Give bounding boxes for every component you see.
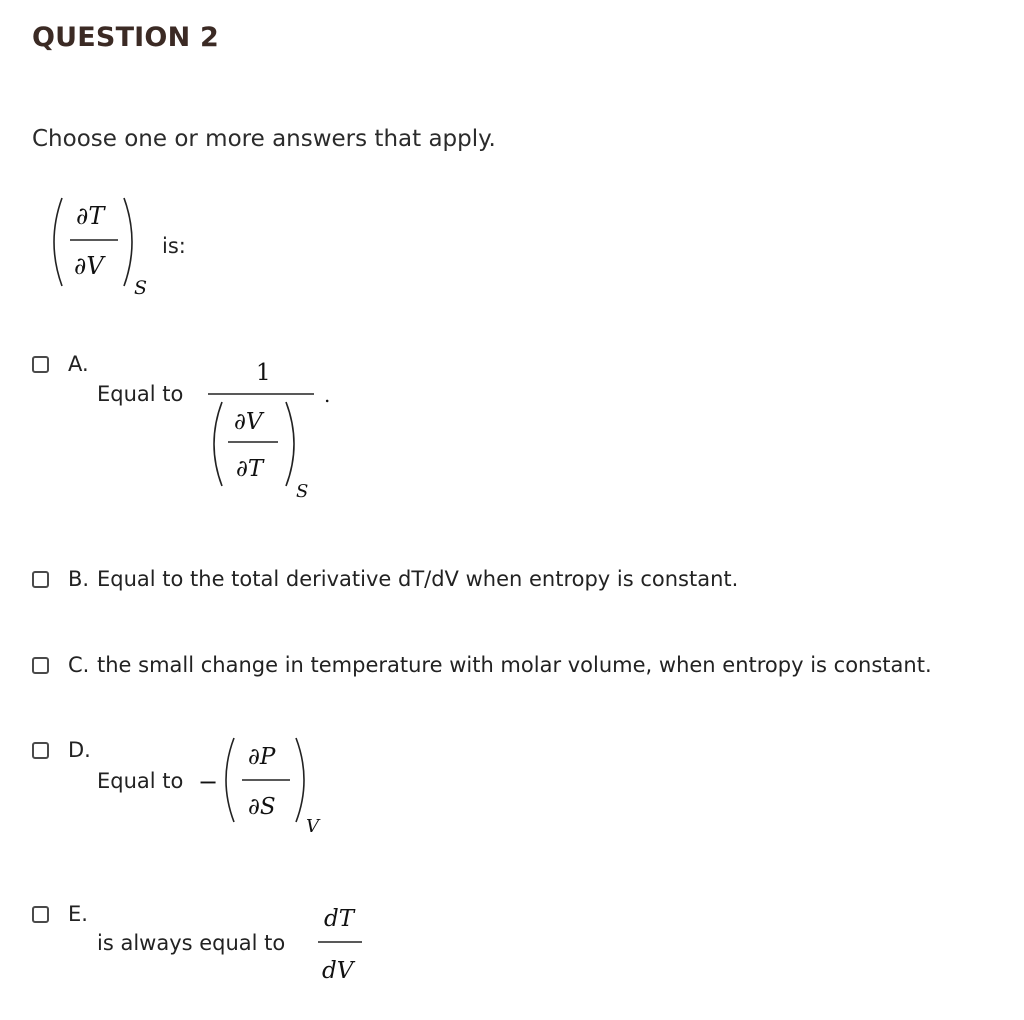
option-e-math [312, 898, 382, 988]
option-a-subscript: S [296, 481, 309, 502]
option-d-checkbox[interactable] [32, 742, 49, 759]
option-d-denominator: ∂S [248, 794, 276, 820]
option-a-numerator: 1 [256, 360, 271, 386]
option-e-letter: E. [68, 902, 88, 926]
option-a-letter: A. [68, 352, 89, 376]
option-b-letter: B. [68, 567, 90, 591]
option-b-checkbox[interactable] [32, 571, 49, 588]
option-a-text: Equal to [97, 382, 184, 406]
option-d-fraction [196, 730, 346, 840]
option-a-inner-denominator: ∂T [236, 456, 264, 482]
option-b-text: Equal to the total derivative dT/dV when entropy is constant. [97, 567, 739, 591]
stem-partial-derivative [40, 190, 240, 300]
option-c-letter: C. [68, 653, 90, 677]
option-c-text: the small change in temperature with molar volume, when entropy is constant. [97, 653, 932, 677]
option-a-inner-numerator: ∂V [234, 409, 263, 435]
stem-subscript: S [134, 277, 148, 299]
option-d-letter: D. [68, 738, 91, 762]
option-e-text: is always equal to [97, 931, 286, 955]
stem-denominator: ∂V [74, 252, 104, 280]
stem-numerator: ∂T [76, 202, 105, 230]
option-a-math [196, 352, 346, 502]
option-e-checkbox[interactable] [32, 906, 49, 923]
option-e[interactable] [32, 906, 49, 923]
option-d-math [196, 730, 346, 840]
option-e-fraction [312, 898, 382, 988]
option-c[interactable] [32, 657, 49, 674]
option-d-subscript: V [306, 816, 319, 837]
option-a-checkbox[interactable] [32, 356, 49, 373]
option-b[interactable] [32, 571, 49, 588]
option-e-denominator: dV [322, 958, 354, 984]
option-d-sign: − [198, 768, 219, 796]
option-a-period: . [324, 383, 331, 407]
stem-suffix: is: [162, 234, 186, 258]
option-d[interactable] [32, 742, 49, 759]
question-stem [40, 190, 240, 300]
option-c-checkbox[interactable] [32, 657, 49, 674]
question-prompt: Choose one or more answers that apply. [32, 126, 496, 152]
option-d-text: Equal to [97, 769, 184, 793]
option-d-numerator: ∂P [248, 744, 276, 770]
question-title: QUESTION 2 [32, 22, 219, 53]
option-a-fraction [196, 352, 346, 502]
option-a[interactable] [32, 356, 49, 373]
option-e-numerator: dT [324, 906, 355, 932]
